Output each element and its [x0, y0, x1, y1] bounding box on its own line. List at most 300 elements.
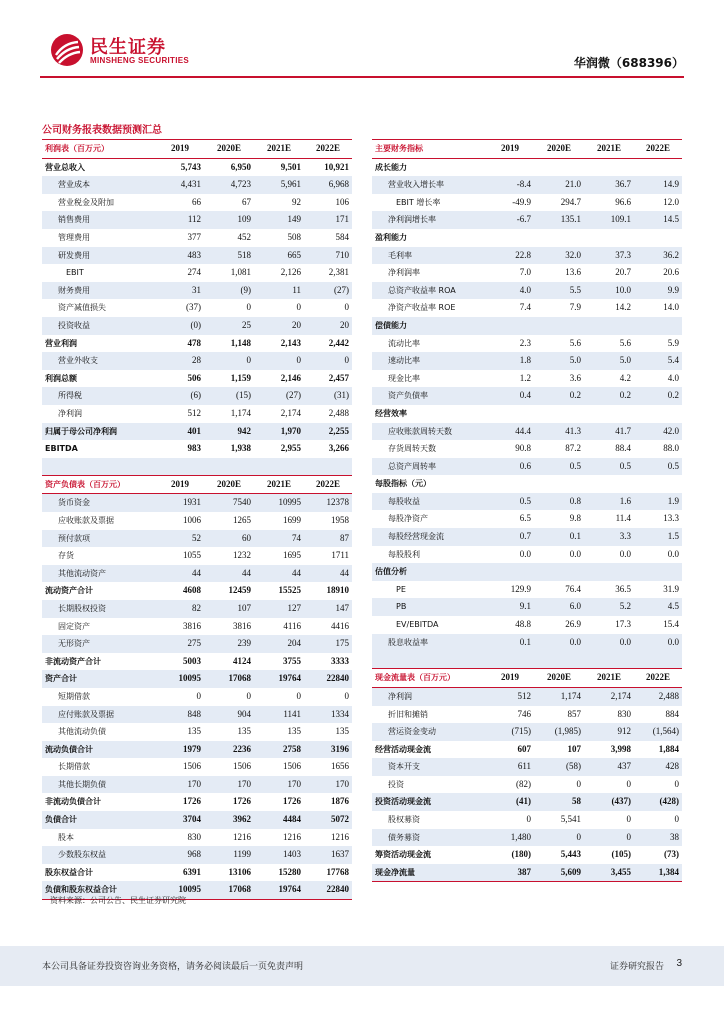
cell-value: 1637 [304, 846, 352, 864]
cell-value: 377 [187, 231, 201, 242]
spacer-cell [204, 458, 254, 476]
cell-value: 0.5 [584, 458, 634, 476]
cell-value [486, 229, 534, 247]
row-label: 总资产收益率 ROA [372, 282, 486, 300]
cell-value: 746 [517, 708, 531, 719]
cell-value: 830 [187, 831, 201, 842]
cell-value: 10,921 [324, 161, 349, 172]
cell-value: 3.3 [584, 528, 634, 546]
table-row [42, 829, 352, 847]
table-row [42, 176, 352, 194]
cell-value: 0.6 [486, 458, 534, 476]
cell-value [584, 405, 634, 423]
year-header: 2019 [486, 669, 534, 688]
cell-value: 22840 [304, 881, 352, 899]
table-row [372, 528, 682, 546]
cell-value: 1931 [156, 494, 204, 512]
table-row [372, 370, 682, 388]
table-row [372, 405, 682, 423]
income-table-title: 利润表（百万元） [42, 140, 156, 159]
table-row [42, 846, 352, 864]
cell-value [534, 158, 584, 176]
cell-value: (0) [156, 317, 204, 335]
cell-value: 5.2 [584, 598, 634, 616]
cell-value: 2,143 [280, 337, 301, 348]
cell-value: 58 [534, 793, 584, 811]
cell-value: 4.5 [634, 598, 682, 616]
row-label: 利润总额 [45, 373, 77, 383]
row-label: 每股净资产 [388, 514, 428, 524]
cell-value: 607 [517, 743, 531, 754]
row-label: 销售费用 [42, 211, 156, 229]
row-label: 应收账款及票据 [58, 515, 114, 525]
cell-value: 512 [486, 687, 534, 705]
table-row [372, 546, 682, 564]
table-row [372, 846, 682, 864]
row-label: 偿债能力 [372, 317, 486, 335]
cell-value: 0 [246, 690, 251, 701]
cell-value: 28 [156, 352, 204, 370]
cell-value: 20 [254, 317, 304, 335]
cell-value: 1,970 [254, 423, 304, 441]
cell-value: 17068 [204, 881, 254, 899]
cell-value: 0 [674, 814, 679, 825]
row-label: 每股经营现金流 [372, 528, 486, 546]
cell-value [486, 475, 534, 493]
cell-value: 5,443 [560, 849, 581, 860]
cell-value: 3816 [233, 620, 251, 631]
row-label: 营运资金变动 [372, 723, 486, 741]
cell-value: 0 [626, 814, 631, 825]
cell-value: 0 [674, 778, 679, 789]
footer-report-type: 证券研究报告 [609, 962, 664, 972]
row-label: 归属于母公司净利润 [42, 423, 156, 441]
brand-name-en: MINSHENG SECURITIES [90, 56, 190, 65]
cell-value: 21.0 [534, 176, 584, 194]
cell-value: 0 [534, 829, 584, 847]
cell-value: 5072 [304, 811, 352, 829]
cell-value: 0.1 [486, 634, 534, 652]
row-label: 其他长期负债 [42, 776, 156, 794]
cell-value: 1216 [233, 831, 251, 842]
cell-value: 15.4 [663, 619, 679, 630]
cell-value: 968 [156, 846, 204, 864]
cell-value: 44 [204, 565, 254, 583]
cell-value: 107 [204, 600, 254, 618]
cell-value: 3755 [283, 655, 301, 666]
cell-value: 5.9 [667, 337, 679, 348]
row-label: 无形资产 [42, 635, 156, 653]
cell-value: 25 [204, 317, 254, 335]
table-row [42, 565, 352, 583]
cell-value: 15525 [278, 585, 301, 596]
cell-value [486, 317, 534, 335]
cell-value: 147 [304, 600, 352, 618]
row-label: 预付款项 [42, 530, 156, 548]
cell-value: 0 [584, 829, 634, 847]
table-row [42, 335, 352, 353]
cell-value: 1216 [331, 831, 349, 842]
cell-value: 483 [156, 247, 204, 265]
row-label: PE [396, 584, 406, 594]
cell-value: 4608 [183, 585, 201, 596]
table-row [372, 793, 682, 811]
table-row [372, 440, 682, 458]
cell-value: 0 [304, 352, 352, 370]
cell-value: 2,381 [328, 267, 349, 278]
row-label: EBITDA [45, 444, 78, 454]
left-tables [42, 139, 352, 900]
cell-value: 175 [304, 635, 352, 653]
cell-value: 275 [156, 635, 204, 653]
cell-value: 0 [246, 302, 251, 313]
row-label: 盈利能力 [375, 232, 407, 242]
cell-value: -6.7 [486, 211, 534, 229]
cell-value: 2,488 [634, 687, 682, 705]
cell-value: 36.2 [634, 247, 682, 265]
cell-value: (428) [634, 793, 682, 811]
row-label: 其他流动负债 [58, 727, 106, 737]
cell-value: 18910 [326, 585, 349, 596]
cell-value: 9,501 [280, 161, 301, 172]
cell-value: 26.9 [565, 619, 581, 630]
cell-value: 0.0 [634, 634, 682, 652]
cell-value: 88.4 [615, 443, 631, 454]
cell-value: 11 [254, 282, 304, 300]
row-label: 营业外收支 [42, 352, 156, 370]
income-header-row [42, 140, 352, 159]
row-label: 净资产收益率 ROE [388, 303, 456, 313]
year-header: 2022E [634, 669, 682, 688]
cell-value: 387 [486, 864, 534, 882]
cell-value: 830 [617, 708, 631, 719]
cell-value: 82 [156, 600, 204, 618]
table-row [42, 706, 352, 724]
cell-value [534, 563, 584, 581]
cell-value: 1.8 [486, 352, 534, 370]
cell-value: 665 [254, 247, 304, 265]
cell-value: 2236 [204, 741, 254, 759]
table-row [42, 299, 352, 317]
cell-value: 0.8 [534, 493, 584, 511]
cell-value: 1506 [283, 761, 301, 772]
year-header: 2019 [156, 140, 204, 159]
table-row [372, 229, 682, 247]
cell-value [584, 229, 634, 247]
cell-value: 170 [156, 776, 204, 794]
cell-value [534, 229, 584, 247]
table-row [372, 829, 682, 847]
cell-value: 12.0 [663, 196, 679, 207]
cell-value: 1,938 [230, 443, 251, 454]
cell-value: 1506 [183, 761, 201, 772]
cell-value: (437) [584, 793, 634, 811]
table-row [42, 653, 352, 671]
cell-value: 20.7 [615, 267, 631, 278]
page-footer [0, 946, 724, 986]
table-row [42, 864, 352, 882]
table-row [42, 688, 352, 706]
cell-value: 109 [204, 211, 254, 229]
cell-value: 87 [304, 530, 352, 548]
cell-value: 3333 [331, 655, 349, 666]
cell-value: 76.4 [565, 583, 581, 594]
row-label: 研发费用 [42, 247, 156, 265]
cell-value: (73) [664, 849, 679, 860]
cell-value: 1,174 [230, 407, 251, 418]
cell-value: 0.0 [534, 634, 584, 652]
cell-value: 5003 [183, 655, 201, 666]
cell-value: 5.4 [634, 352, 682, 370]
cell-value: 149 [254, 211, 304, 229]
spacer-cell [486, 651, 534, 669]
year-header: 2019 [486, 140, 534, 159]
cell-value: 912 [584, 723, 634, 741]
table-row [372, 158, 682, 176]
cell-value: 1876 [331, 796, 349, 807]
cell-value: 19764 [254, 881, 304, 899]
year-header: 2021E [254, 475, 304, 494]
row-label: 少数股东权益 [42, 846, 156, 864]
cell-value: 1006 [183, 514, 201, 525]
cell-value: 1.6 [584, 493, 634, 511]
cell-value: 0 [254, 352, 304, 370]
cell-value: 2,146 [280, 372, 301, 383]
cell-value: 17.3 [615, 619, 631, 630]
row-label: 资本开支 [372, 758, 486, 776]
table-row [42, 494, 352, 512]
cell-value [584, 158, 634, 176]
cell-value: 15280 [278, 866, 301, 877]
cell-value: 60 [204, 530, 254, 548]
cell-value: 66 [192, 196, 201, 207]
cell-value: 135 [187, 726, 201, 737]
cell-value: 3,998 [610, 743, 631, 754]
row-label: 投资收益 [42, 317, 156, 335]
cell-value: 5,609 [534, 864, 584, 882]
row-label: 应付账款及票据 [42, 706, 156, 724]
cell-value: 0.7 [486, 528, 534, 546]
cell-value: 4416 [331, 620, 349, 631]
cell-value: 7.4 [519, 302, 531, 313]
row-label: 货币资金 [42, 494, 156, 512]
minsheng-logo-icon [50, 33, 84, 67]
cell-value: 2,955 [280, 443, 301, 454]
row-label: 应收账款周转天数 [372, 423, 486, 441]
row-label: 负债和股东权益合计 [42, 881, 156, 899]
cell-value: 1199 [204, 846, 254, 864]
table-row [42, 741, 352, 759]
row-label: 每股收益 [372, 493, 486, 511]
cell-value: 36.5 [615, 583, 631, 594]
cell-value: (1,985) [534, 723, 584, 741]
table-row [372, 264, 682, 282]
cell-value: 1699 [283, 514, 301, 525]
cell-value: 17768 [326, 866, 349, 877]
row-label: 每股股利 [388, 549, 420, 559]
header-divider [40, 76, 684, 78]
table-row [372, 317, 682, 335]
cell-value: 170 [304, 776, 352, 794]
table-row [372, 282, 682, 300]
cell-value: 1216 [283, 831, 301, 842]
table-row [42, 440, 352, 458]
cell-value: 4,723 [204, 176, 254, 194]
cell-value: 5.0 [584, 352, 634, 370]
cell-value: 2.3 [519, 337, 531, 348]
cell-value: 437 [584, 758, 634, 776]
row-label: 净利润增长率 [372, 211, 486, 229]
cell-value: (58) [534, 758, 584, 776]
row-label: 股本 [58, 832, 74, 842]
cell-value: 857 [567, 708, 581, 719]
cell-value: 0 [204, 352, 254, 370]
table-row [372, 811, 682, 829]
row-label: 营业税金及附加 [58, 197, 114, 207]
cell-value: 4,431 [156, 176, 204, 194]
table-row [372, 176, 682, 194]
brand-name-cn: 民生证券 [90, 37, 166, 58]
cell-value: 0.0 [667, 548, 679, 559]
cell-value: 5.6 [619, 337, 631, 348]
row-label: 流动负债合计 [42, 741, 156, 759]
cell-value: 5.5 [534, 282, 584, 300]
cell-value: 12459 [228, 585, 251, 596]
row-label: 非流动负债合计 [45, 797, 101, 807]
year-header: 2021E [254, 140, 304, 159]
cell-value: 0.2 [534, 387, 584, 405]
page-number: 3 [676, 958, 682, 969]
row-label: 负债合计 [42, 811, 156, 829]
cell-value [486, 563, 534, 581]
table-row [42, 405, 352, 423]
right-tables [372, 139, 682, 882]
cell-value [534, 317, 584, 335]
table-row [372, 581, 682, 599]
cell-value: 428 [634, 758, 682, 776]
cell-value: 90.8 [515, 443, 531, 454]
cell-value: 11.4 [615, 513, 631, 524]
row-label: 存货周转天数 [388, 444, 436, 454]
cell-value: 170 [254, 776, 304, 794]
cell-value: 52 [156, 530, 204, 548]
spacer-cell [634, 651, 682, 669]
cell-value: 1,159 [230, 372, 251, 383]
cell-value: 0 [344, 302, 349, 313]
cell-value [584, 317, 634, 335]
cell-value: 170 [204, 776, 254, 794]
cell-value: 92 [292, 196, 301, 207]
cell-value: 19764 [254, 670, 304, 688]
section-title: 公司财务报表数据预测汇总 [42, 125, 162, 136]
row-label: 估值分析 [372, 563, 486, 581]
cell-value: 0 [626, 778, 631, 789]
cell-value: 1656 [331, 761, 349, 772]
cell-value: 127 [254, 600, 304, 618]
row-label: 存货 [58, 551, 74, 561]
cell-value: 0.2 [584, 387, 634, 405]
cell-value: (1,564) [634, 723, 682, 741]
row-label: 股东权益合计 [45, 867, 93, 877]
cashflow-table-title: 现金流量表（百万元） [372, 669, 486, 688]
stock-name: 华润微（688396） [573, 56, 684, 70]
cell-value: 3,266 [328, 443, 349, 454]
cell-value [634, 317, 682, 335]
cell-value: 0.0 [569, 548, 581, 559]
cell-value: 7.9 [569, 302, 581, 313]
balance-table-title: 资产负债表（百万元） [42, 475, 156, 494]
cell-value: 983 [187, 443, 201, 454]
table-row [42, 530, 352, 548]
cell-value [486, 405, 534, 423]
row-label: 所得税 [42, 387, 156, 405]
cell-value: 87.2 [565, 443, 581, 454]
cell-value: 4.2 [619, 372, 631, 383]
cell-value: 14.5 [634, 211, 682, 229]
cell-value: 611 [486, 758, 534, 776]
row-label: 净利润 [58, 408, 82, 418]
cell-value: 41.3 [534, 423, 584, 441]
cell-value: 401 [156, 423, 204, 441]
cell-value: 6391 [183, 866, 201, 877]
table-row [372, 247, 682, 265]
table-row [42, 618, 352, 636]
year-header: 2020E [534, 669, 584, 688]
cell-value: 508 [287, 231, 301, 242]
table-row [372, 458, 682, 476]
cell-value: 2,126 [280, 267, 301, 278]
cell-value: 10.0 [584, 282, 634, 300]
cell-value: 5,541 [560, 814, 581, 825]
cell-value: 9.1 [486, 598, 534, 616]
table-row [372, 211, 682, 229]
row-label: 成长能力 [375, 162, 407, 172]
cell-value: 710 [304, 247, 352, 265]
cell-value: 5,743 [180, 161, 201, 172]
cell-value: 2,442 [328, 337, 349, 348]
table-row [372, 335, 682, 353]
cell-value: 1726 [233, 796, 251, 807]
row-label: 资产负债率 [372, 387, 486, 405]
page-header [0, 0, 724, 80]
table-row [372, 510, 682, 528]
table-row [42, 317, 352, 335]
table-row [372, 387, 682, 405]
cell-value [534, 475, 584, 493]
row-label: PB [372, 598, 486, 616]
spacer-cell [156, 458, 204, 476]
cell-value: 31 [156, 282, 204, 300]
table-row [372, 493, 682, 511]
cell-value: 0.0 [619, 548, 631, 559]
cell-value: 14.0 [663, 302, 679, 313]
cell-value: 584 [335, 231, 349, 242]
cell-value: 42.0 [634, 423, 682, 441]
cell-value: 0 [344, 690, 349, 701]
cell-value: 4.0 [486, 282, 534, 300]
cell-value: 171 [304, 211, 352, 229]
cell-value: 0.5 [486, 493, 534, 511]
spacer-cell [534, 651, 584, 669]
table-row [372, 299, 682, 317]
cell-value: 2758 [254, 741, 304, 759]
table-row [42, 387, 352, 405]
cell-value: 67 [242, 196, 251, 207]
cell-value: 848 [156, 706, 204, 724]
cell-value: 0.1 [534, 528, 584, 546]
year-header: 2022E [304, 140, 352, 159]
cell-value: 135 [287, 726, 301, 737]
